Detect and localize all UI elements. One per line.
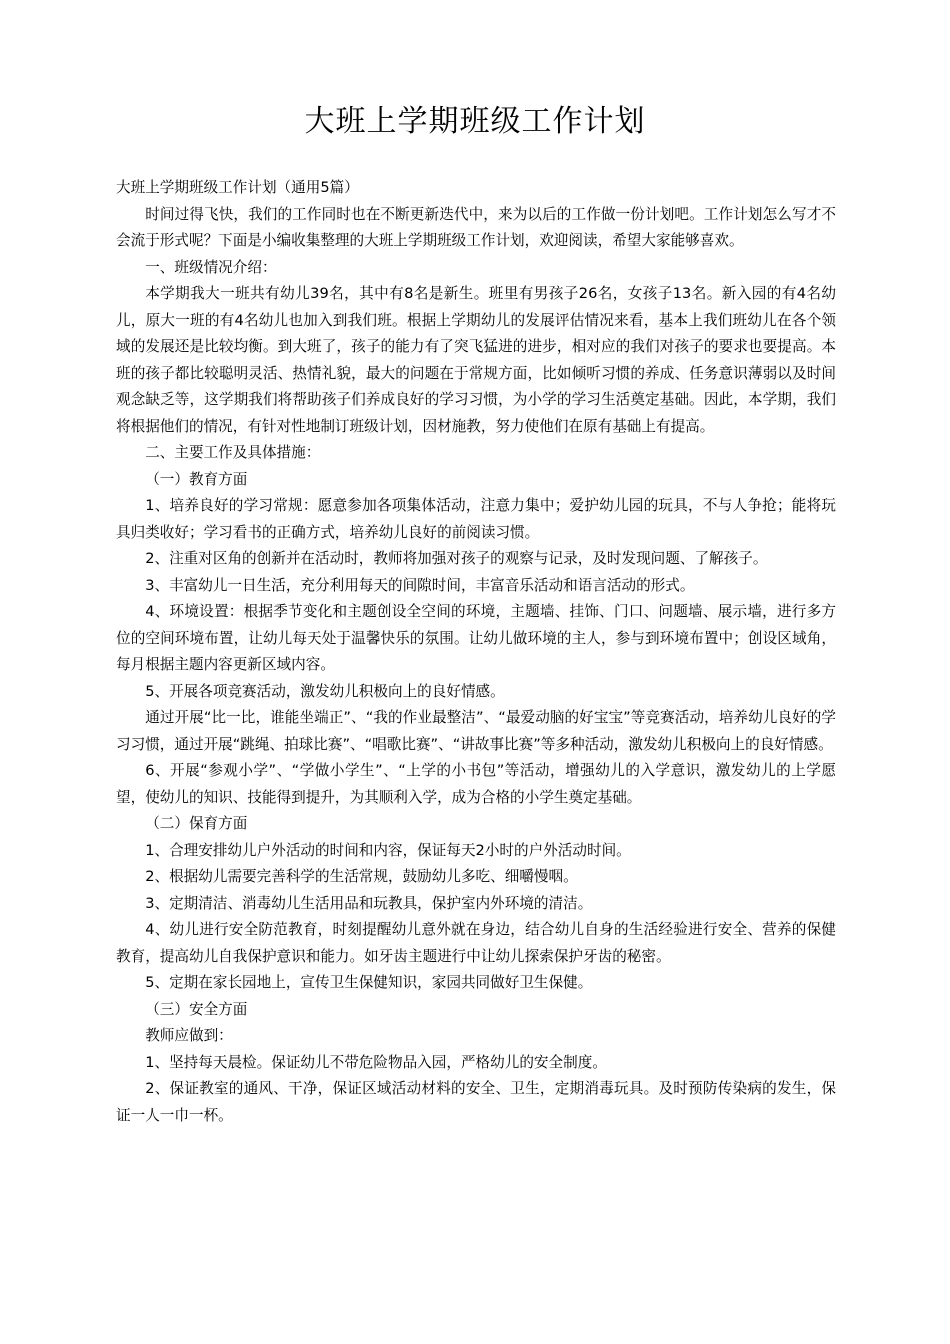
body-paragraph: （三）安全方面 — [145, 1000, 248, 1018]
document-subtitle: 大班上学期班级工作计划（通用5篇） — [116, 179, 359, 196]
body-paragraph: 1、培养良好的学习常规：愿意参加各项集体活动，注意力集中；爱护幼儿园的玩具，不与人争抢；能将玩具归类收好；学习看书的正确方式，培养幼儿良好的前阅读习惯。 — [116, 497, 836, 541]
body-paragraph: 2、注重对区角的创新并在活动时，教师将加强对孩子的观察与记录，及时发现问题、了解孩子。 — [145, 550, 768, 567]
body-paragraph: 3、定期清洁、消毒幼儿生活用品和玩教具，保护室内外环境的清洁。 — [145, 894, 593, 912]
body-paragraph: 本学期我大一班共有幼儿39名，其中有8名是新生。班里有男孩子26名，女孩子13名。新入园的有4名幼儿，原大一班的有4名幼儿也加入到我们班。根据上学期幼儿的发展评估情况来看，基本上我们班幼儿在各个领域的发展还是比较均衡。到大班了，孩子的能力有了突飞猛进的进步，相对应的我们对孩子的要求也要提高。本班的孩子都比较聪明灵活、热情礼貌，最大的问题在于常规方面，比如倾听习惯的养成、任务意识薄弱以及时间观念缺乏等，这学期我们将帮助孩子们养成良好的学习习惯，为小学的学习生活奠定基础。因此，本学期，我们将根据他们的情况，有针对性地制订班级计划，因材施教，努力使他们在原有基础上有提高。 — [116, 285, 836, 435]
body-paragraph: 5、开展各项竞赛活动，激发幼儿积极向上的良好情感。 — [145, 682, 505, 700]
body-paragraph: 时间过得飞快，我们的工作同时也在不断更新迭代中，来为以后的工作做一份计划吧。工作计划怎么写才不会流于形式呢？下面是小编收集整理的大班上学期班级工作计划，欢迎阅读，希望大家能够喜欢。 — [116, 205, 836, 249]
body-paragraph: 2、保证教室的通风、干净，保证区域活动材料的安全、卫生，定期消毒玩具。及时预防传染病的发生，保证一人一巾一杯。 — [116, 1080, 836, 1124]
body-paragraph: 3、丰富幼儿一日生活，充分利用每天的间隙时间，丰富音乐活动和语言活动的形式。 — [145, 576, 695, 594]
body-paragraph: 教师应做到： — [145, 1027, 233, 1044]
body-paragraph: 通过开展“比一比，谁能坐端正”、“我的作业最整洁”、“最爱动脑的好宝宝”等竞赛活动，培养幼儿良好的学习习惯，通过开展“跳绳、拍球比赛”、“唱歌比赛”、“讲故事比赛”等多种活动，激发幼儿积极向上的良好情感。 — [116, 709, 836, 753]
body-paragraph: 4、环境设置：根据季节变化和主题创设全空间的环境，主题墙、挂饰、门口、问题墙、展示墙，进行多方位的空间环境布置，让幼儿每天处于温馨快乐的氛围。让幼儿做环境的主人，参与到环境布置中；创设区域角，每月根据主题内容更新区域内容。 — [116, 603, 836, 673]
document-title: 大班上学期班级工作计划 — [304, 104, 646, 139]
body-paragraph: （一）教育方面 — [145, 470, 248, 488]
body-paragraph: 一、班级情况介绍： — [145, 258, 277, 276]
body-paragraph: 4、幼儿进行安全防范教育，时刻提醒幼儿意外就在身边，结合幼儿自身的生活经验进行安全、营养的保健教育，提高幼儿自我保护意识和能力。如牙齿主题进行中让幼儿探索保护牙齿的秘密。 — [116, 921, 836, 965]
body-paragraph: （二）保育方面 — [145, 815, 248, 832]
body-paragraph: 2、根据幼儿需要完善科学的生活常规，鼓励幼儿多吃、细嚼慢咽。 — [145, 868, 578, 885]
body-paragraph: 5、定期在家长园地上，宣传卫生保健知识，家园共同做好卫生保健。 — [145, 974, 593, 991]
body-paragraph: 二、主要工作及具体措施： — [145, 444, 321, 461]
body-paragraph: 6、开展“参观小学”、“学做小学生”、“上学的小书包”等活动，增强幼儿的入学意识，激发幼儿的上学愿望，使幼儿的知识、技能得到提升，为其顺利入学，成为合格的小学生奠定基础。 — [116, 762, 836, 806]
body-paragraph: 1、合理安排幼儿户外活动的时间和内容，保证每天2小时的户外活动时间。 — [145, 841, 631, 859]
document-body — [116, 175, 836, 1129]
body-paragraph: 1、坚持每天晨检。保证幼儿不带危险物品入园，严格幼儿的安全制度。 — [145, 1053, 607, 1071]
